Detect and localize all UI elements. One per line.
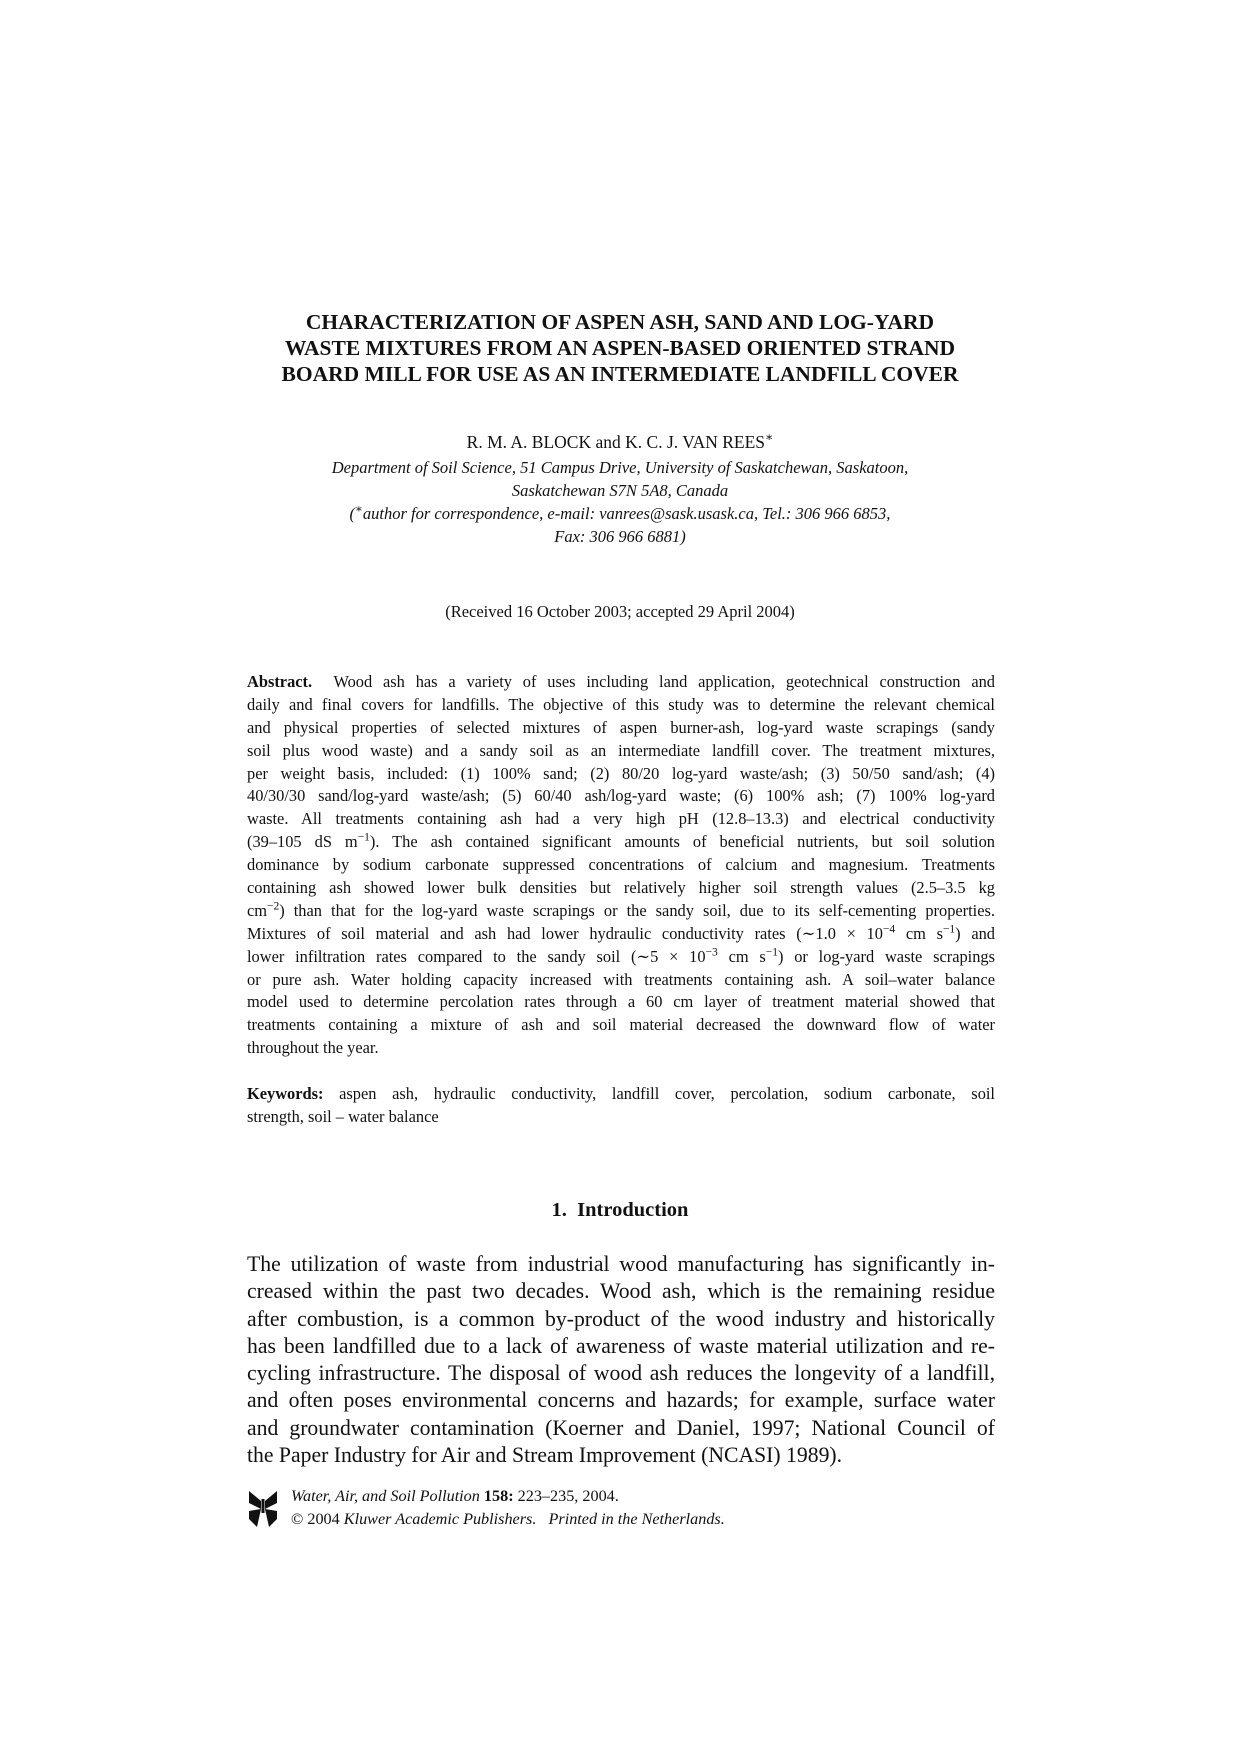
abstract-line: waste. All treatments containing ash had a very high pH (12.8–13.3) and electrical conductivity <box>247 809 995 829</box>
body-line: cycling infrastructure. The disposal of wood ash reduces the longevity of a landfill, <box>247 1361 995 1386</box>
abstract-text: ) or log-yard waste scrapings <box>777 946 995 966</box>
superscript: −1 <box>357 831 370 844</box>
journal-name: Water, Air, and Soil Pollution <box>291 1487 480 1505</box>
abstract-line: containing ash showed lower bulk densities but relatively higher soil strength values (2.5–3.5 kg <box>247 878 995 898</box>
abstract-line: dominance by sodium carbonate suppressed concentrations of calcium and magnesium. Treatments <box>247 855 995 875</box>
printed-location: Printed in the Netherlands. <box>548 1509 725 1528</box>
body-line: and often poses environmental concerns and hazards; for example, surface water <box>247 1388 995 1413</box>
keywords-line <box>247 1082 995 1105</box>
abstract-line <box>247 923 995 946</box>
superscript: −4 <box>882 923 896 936</box>
abstract-line <box>247 671 995 694</box>
abstract-text: Mixtures of soil material and ash had lower hydraulic conductivity rates (∼1.0 × 10 <box>247 923 883 943</box>
publisher-name: Kluwer Academic Publishers. <box>343 1509 537 1528</box>
abstract-text: ) and <box>955 923 995 943</box>
section-number: 1. <box>551 1199 567 1221</box>
abstract-line: daily and final covers for landfills. The objective of this study was to determine the relevant chemical <box>247 694 995 714</box>
abstract-text: cm <box>247 900 268 920</box>
publisher-logo-icon <box>247 1489 279 1529</box>
abstract-line: soil plus wood waste) and a sandy soil as an intermediate landfill cover. The treatment mixtures, <box>247 740 995 760</box>
copyright-symbol: © <box>291 1509 304 1528</box>
superscript: −1 <box>765 946 778 959</box>
keywords-text: aspen ash, hydraulic conductivity, landfill cover, percolation, sodium carbonate, soil <box>339 1084 995 1103</box>
body-line: and groundwater contamination (Koerner and Daniel, 1997; National Council of <box>247 1415 995 1440</box>
abstract-line: throughout the year. <box>247 1038 379 1058</box>
body-line: creased within the past two decades. Wood ash, which is the remaining residue <box>247 1279 995 1304</box>
authors <box>245 431 995 453</box>
abstract-text: (39–105 dS m <box>247 832 358 852</box>
abstract-line: 40/30/30 sand/log-yard waste/ash; (5) 60/40 ash/log-yard waste; (6) 100% ash; (7) 100% log-yard <box>247 786 995 806</box>
keywords-line: strength, soil – water balance <box>247 1107 439 1126</box>
journal-pages: 223–235, 2004. <box>517 1487 619 1505</box>
abstract-text: cm s <box>895 923 943 943</box>
superscript: −2 <box>267 900 280 913</box>
citation-line <box>291 1485 725 1508</box>
abstract-text: ). The ash contained significant amounts of beneficial nutrients, but soil solution <box>369 832 996 852</box>
received-dates: (Received 16 October 2003; accepted 29 April 2004) <box>445 602 795 621</box>
correspondence-text: author for correspondence, e-mail: vanrees@sask.usask.ca, Tel.: 306 966 6853, <box>362 504 891 523</box>
abstract-label: Abstract. <box>247 672 313 691</box>
affiliation-line: Saskatchewan S7N 5A8, Canada <box>511 481 729 500</box>
journal-footer <box>247 1485 995 1535</box>
affiliation-line: Department of Soil Science, 51 Campus Drive, University of Saskatchewan, Saskatoon, <box>331 458 909 477</box>
section-title: Introduction <box>577 1199 689 1221</box>
abstract-text: Wood ash has a variety of uses including land application, geotechnical construction and <box>333 672 995 691</box>
affiliation <box>245 456 995 548</box>
introduction-paragraph <box>247 1251 995 1469</box>
footer-text <box>291 1485 725 1530</box>
journal-volume: 158: <box>483 1487 514 1505</box>
abstract-line <box>247 900 995 923</box>
correspondence-marker: ∗ <box>355 503 363 516</box>
superscript: −3 <box>705 946 718 959</box>
abstract-line <box>247 946 995 969</box>
body-line: after combustion, is a common by-product of the wood industry and historically <box>247 1306 995 1331</box>
author-names: R. M. A. BLOCK and K. C. J. VAN REES <box>466 432 766 452</box>
abstract-line: and physical properties of selected mixtures of aspen burner-ash, log-yard waste scrapings (sandy <box>247 717 995 737</box>
paper-title <box>245 309 995 387</box>
abstract-line: model used to determine percolation rates through a 60 cm layer of treatment material showed that <box>247 992 995 1012</box>
abstract-line: per weight basis, included: (1) 100% sand; (2) 80/20 log-yard waste/ash; (3) 50/50 sand/ash; (4) <box>247 763 995 783</box>
abstract-line <box>247 831 995 854</box>
body-line: The utilization of waste from industrial wood manufacturing has significantly in- <box>247 1252 995 1276</box>
section-heading <box>245 1197 995 1223</box>
body-line: the Paper Industry for Air and Stream Improvement (NCASI) 1989). <box>247 1443 843 1468</box>
superscript: −1 <box>942 923 956 936</box>
abstract-line: or pure ash. Water holding capacity increased with treatments containing ash. A soil–water balance <box>247 969 995 989</box>
body-line: has been landfilled due to a lack of awareness of waste material utilization and re- <box>247 1333 995 1358</box>
copyright-line <box>291 1508 725 1531</box>
keywords-label: Keywords: <box>247 1084 324 1103</box>
abstract-line: treatments containing a mixture of ash and soil material decreased the downward flow of water <box>247 1015 995 1035</box>
keywords <box>247 1082 995 1128</box>
abstract <box>247 671 995 1060</box>
title-line: WASTE MIXTURES FROM AN ASPEN-BASED ORIENTED STRAND <box>284 336 956 360</box>
affiliation-line <box>245 502 995 525</box>
affiliation-paren: ( <box>349 504 356 523</box>
correspondence-marker: ∗ <box>765 430 774 445</box>
affiliation-line: Fax: 306 966 6881) <box>554 527 686 546</box>
title-line: CHARACTERIZATION OF ASPEN ASH, SAND AND LOG-YARD <box>305 310 935 334</box>
abstract-text: lower infiltration rates compared to the sandy soil (∼5 × 10 <box>247 946 706 966</box>
title-line: BOARD MILL FOR USE AS AN INTERMEDIATE LANDFILL COVER <box>281 362 959 386</box>
abstract-text: cm s <box>717 946 766 966</box>
abstract-text: ) than that for the log-yard waste scrapings or the sandy soil, due to its self-cementing properties. <box>279 900 995 920</box>
copyright-year: 2004 <box>307 1509 340 1528</box>
